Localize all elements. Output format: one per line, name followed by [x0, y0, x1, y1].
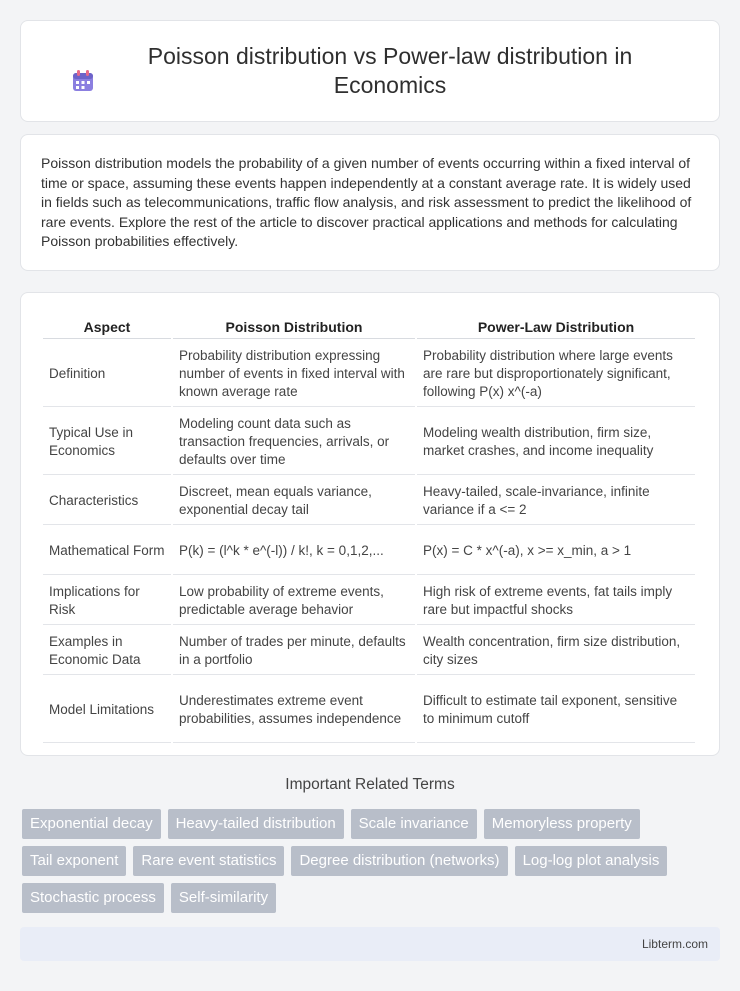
- row-power-law: Heavy-tailed, scale-invariance, infinite variance if a <= 2: [417, 477, 695, 525]
- row-aspect: Implications for Risk: [43, 577, 171, 625]
- row-poisson: P(k) = (l^k * e^(-l)) / k!, k = 0,1,2,...: [173, 527, 415, 575]
- tag-heavy-tailed-distribution[interactable]: Heavy-tailed distribution: [168, 809, 344, 839]
- row-poisson: Underestimates extreme event probabilities, assumes independence: [173, 677, 415, 743]
- row-poisson: Modeling count data such as transaction frequencies, arrivals, or defaults over time: [173, 409, 415, 475]
- table-row: [43, 409, 695, 475]
- tag-self-similarity[interactable]: Self-similarity: [171, 883, 276, 913]
- tag-rare-event-statistics[interactable]: Rare event statistics: [133, 846, 284, 876]
- tag-tail-exponent[interactable]: Tail exponent: [22, 846, 126, 876]
- comparison-table-card: [20, 292, 720, 756]
- row-poisson: Discreet, mean equals variance, exponential decay tail: [173, 477, 415, 525]
- table-row: [43, 527, 695, 575]
- tag-exponential-decay[interactable]: Exponential decay: [22, 809, 161, 839]
- related-terms-tags: [22, 809, 722, 913]
- header-aspect: Aspect: [43, 315, 171, 339]
- row-aspect: Typical Use in Economics: [43, 409, 171, 475]
- row-power-law: High risk of extreme events, fat tails imply rare but impactful shocks: [417, 577, 695, 625]
- row-aspect: Mathematical Form: [43, 527, 171, 575]
- row-poisson: Probability distribution expressing number of events in fixed interval with known average rate: [173, 341, 415, 407]
- row-aspect: Model Limitations: [43, 677, 171, 743]
- row-power-law: Wealth concentration, firm size distribution, city sizes: [417, 627, 695, 675]
- footer: [20, 927, 720, 961]
- calendar-icon: [70, 68, 96, 94]
- table-row: [43, 677, 695, 743]
- row-power-law: Probability distribution where large events are rare but disproportionately significant, following P(x) x^(-a): [417, 341, 695, 407]
- table-row: [43, 627, 695, 675]
- comparison-table: [41, 313, 697, 745]
- title-card: [20, 20, 720, 122]
- table-row: [43, 341, 695, 407]
- header-power-law: Power-Law Distribution: [417, 315, 695, 339]
- header-poisson: Poisson Distribution: [173, 315, 415, 339]
- row-poisson: Low probability of extreme events, predictable average behavior: [173, 577, 415, 625]
- tag-scale-invariance[interactable]: Scale invariance: [351, 809, 477, 839]
- tag-stochastic-process[interactable]: Stochastic process: [22, 883, 164, 913]
- row-aspect: Characteristics: [43, 477, 171, 525]
- intro-card: [20, 134, 720, 271]
- footer-site-link[interactable]: Libterm.com: [641, 937, 708, 951]
- row-poisson: Number of trades per minute, defaults in a portfolio: [173, 627, 415, 675]
- table-row: [43, 477, 695, 525]
- table-header-row: [43, 315, 695, 339]
- row-aspect: Examples in Economic Data: [43, 627, 171, 675]
- row-power-law: Modeling wealth distribution, firm size, market crashes, and income inequality: [417, 409, 695, 475]
- row-aspect: Definition: [43, 341, 171, 407]
- page-title: Poisson distribution vs Power-law distribution in Economics: [147, 43, 633, 98]
- title-wrap: [70, 42, 670, 100]
- related-terms-heading: Important Related Terms: [285, 776, 455, 793]
- tag-memoryless-property[interactable]: Memoryless property: [484, 809, 640, 839]
- tag-log-log-plot-analysis[interactable]: Log-log plot analysis: [515, 846, 668, 876]
- table-row: [43, 577, 695, 625]
- tag-degree-distribution[interactable]: Degree distribution (networks): [291, 846, 507, 876]
- row-power-law: P(x) = C * x^(-a), x >= x_min, a > 1: [417, 527, 695, 575]
- row-power-law: Difficult to estimate tail exponent, sensitive to minimum cutoff: [417, 677, 695, 743]
- intro-paragraph: Poisson distribution models the probability of a given number of events occurring within a fixed interval of time or space, assuming these events happen independently at a constant average rate. It is widely used in fields such as telecommunications, traffic flow analysis, and risk assessment to predict the likelihood of rare events. Explore the rest of the article to discover practical applications and methods for calculating Poisson probabilities effectively.: [41, 155, 692, 250]
